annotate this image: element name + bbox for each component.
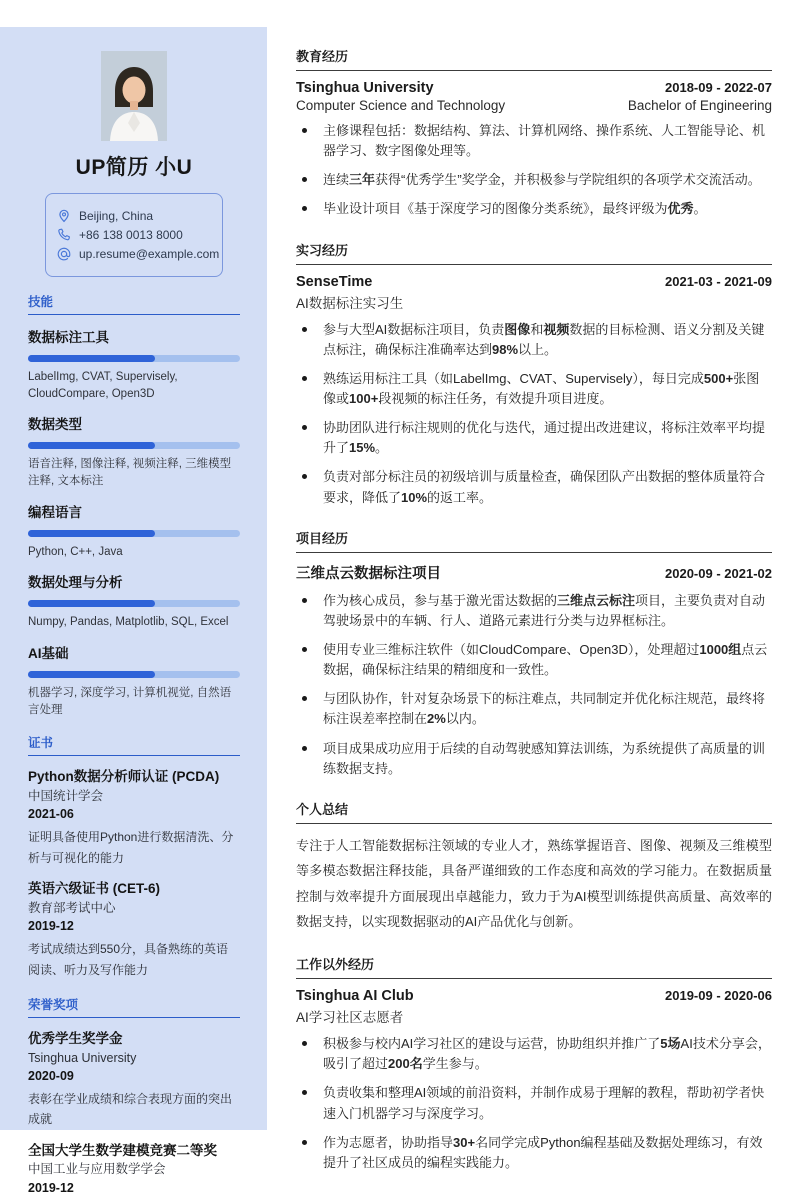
honor-issuer: 中国工业与应用数学学会	[28, 1162, 166, 1177]
skill-label: 数据处理与分析	[28, 575, 123, 591]
main-content	[296, 30, 772, 1182]
certificate-date: 2019-12	[28, 919, 74, 933]
skill-progress-fill	[28, 355, 155, 362]
bullet-item: 负责收集和整理AI领域的前沿资料，并制作成易于理解的教程，帮助初学者快速入门机器学习与深度学习。	[296, 1083, 772, 1123]
extracurricular-entry-sub	[296, 1006, 772, 1026]
skill-item	[28, 501, 240, 561]
certificate-issuer: 教育部考试中心	[28, 900, 116, 915]
skill-progress-fill	[28, 530, 155, 537]
bullet-item: 积极参与校内AI学习社区的建设与运营，协助组织并推广了5场AI技术分享会，吸引了超过200名学生参与。	[296, 1034, 772, 1074]
honors-section-header: 荣誉奖项	[28, 995, 240, 1018]
honor-date: 2019-12	[28, 1180, 74, 1195]
certificate-title: Python数据分析师认证 (PCDA)	[28, 769, 220, 785]
skill-progress-fill	[28, 442, 155, 449]
skill-progress-track	[28, 671, 240, 678]
project-title: 三维点云数据标注项目	[296, 565, 441, 582]
skill-progress-track	[28, 600, 240, 607]
skill-progress-fill	[28, 671, 155, 678]
bullet-item: 参与大型AI数据标注项目，负责图像和视频数据的目标检测、语义分割及关键点标注，确保标注准确率达到98%以上。	[296, 320, 772, 360]
extracurricular-header: 工作以外经历	[296, 954, 772, 979]
profile-photo-image	[101, 51, 167, 141]
bullet-item: 协助团队进行标注规则的优化与迭代，通过提出改进建议，将标注效率平均提升了15%。	[296, 418, 772, 458]
certificate-description: 证明具备使用Python进行数据清洗、分析与可视化的能力	[28, 830, 234, 865]
honor-title: 优秀学生奖学金	[28, 1031, 123, 1047]
certificate-date: 2021-06	[28, 807, 74, 822]
education-major: Computer Science and Technology	[296, 98, 506, 113]
section-summary	[296, 799, 772, 934]
education-header: 教育经历	[296, 46, 772, 71]
skill-detail: 机器学习, 深度学习, 计算机视觉, 自然语言处理	[28, 687, 232, 716]
internship-dates: 2021-03 - 2021-09	[665, 273, 772, 289]
education-school: Tsinghua University	[296, 80, 434, 96]
section-education	[296, 46, 772, 220]
extracurricular-dates: 2019-09 - 2020-06	[665, 988, 772, 1004]
email-text: up.resume@example.com	[79, 247, 220, 261]
certificate-item	[28, 768, 240, 868]
bullet-item: 项目成果成功应用于后续的自动驾驶感知算法训练，为系统提供了高质量的训练数据支持。	[296, 739, 772, 779]
location-text: Beijing, China	[79, 209, 154, 223]
education-bullets	[296, 121, 772, 220]
education-entry-head	[296, 80, 772, 96]
internship-role: AI数据标注实习生	[296, 295, 404, 311]
summary-header: 个人总结	[296, 799, 772, 824]
certificates-section-header: 证书	[28, 733, 240, 756]
skill-item	[28, 413, 240, 489]
project-header: 项目经历	[296, 528, 772, 553]
contact-card	[45, 193, 223, 277]
skill-label: 编程语言	[28, 504, 82, 520]
honor-date: 2020-09	[28, 1068, 74, 1083]
certificate-title: 英语六级证书 (CET-6)	[28, 881, 161, 897]
internship-bullets	[296, 320, 772, 508]
bullet-item: 连续三年获得“优秀学生”奖学金，并积极参与学院组织的各项学术交流活动。	[296, 170, 772, 190]
bullet-item: 作为志愿者，协助指导30+名同学完成Python编程基础及数据处理练习，有效提升了社区成员的编程实践能力。	[296, 1133, 772, 1173]
skills-section-header: 技能	[28, 292, 240, 315]
profile-photo	[101, 51, 167, 141]
internship-header: 实习经历	[296, 240, 772, 265]
bullet-item: 负责对部分标注员的初级培训与质量检查，确保团队产出数据的整体质量符合要求，降低了10%的返工率。	[296, 467, 772, 507]
bullet-item: 毕业设计项目《基于深度学习的图像分类系统》，最终评级为优秀。	[296, 199, 772, 219]
skill-detail: Python, C++, Java	[28, 545, 123, 558]
honor-item	[28, 1030, 240, 1130]
honor-title: 全国大学生数学建模竞赛二等奖	[28, 1142, 217, 1158]
skill-detail: LabelImg, CVAT, Supervisely, CloudCompare, Open3D	[28, 371, 178, 400]
contact-location	[57, 209, 211, 223]
candidate-name: UP简历 小U	[75, 156, 193, 179]
skill-detail: 语音注释, 图像注释, 视频注释, 三维模型注释, 文本标注	[28, 458, 232, 488]
skill-label: 数据类型	[28, 417, 82, 433]
bullet-item: 作为核心成员，参与基于激光雷达数据的三维点云标注项目，主要负责对自动驾驶场景中的车辆、行人、道路元素进行分类与边界框标注。	[296, 591, 772, 631]
education-entry-sub	[296, 98, 772, 113]
project-bullets	[296, 591, 772, 779]
skill-item	[28, 642, 240, 718]
skill-progress-track	[28, 442, 240, 449]
project-entry-head	[296, 562, 772, 583]
section-extracurricular	[296, 954, 772, 1173]
project-dates: 2020-09 - 2021-02	[665, 565, 772, 581]
certificate-item	[28, 880, 240, 980]
contact-phone	[57, 228, 211, 242]
skill-progress-fill	[28, 600, 155, 607]
skill-progress-track	[28, 355, 240, 362]
internship-entry-sub	[296, 292, 772, 312]
extracurricular-entry-head	[296, 988, 772, 1004]
honor-issuer: Tsinghua University	[28, 1050, 137, 1065]
section-project	[296, 528, 772, 779]
extracurricular-bullets	[296, 1034, 772, 1173]
bullet-item: 使用专业三维标注软件（如CloudCompare、Open3D），处理超过1000组点云数据，确保标注结果的精细度和一致性。	[296, 640, 772, 680]
location-pin-icon	[57, 209, 71, 223]
sidebar	[0, 27, 267, 1195]
phone-text: +86 138 0013 8000	[79, 228, 183, 242]
bullet-item: 熟练运用标注工具（如LabelImg、CVAT、Supervisely），每日完成500+张图像或100+段视频的标注任务，有效提升项目进度。	[296, 369, 772, 409]
contact-email	[57, 247, 220, 261]
honor-item	[28, 1142, 240, 1196]
skill-label: 数据标注工具	[28, 330, 109, 345]
section-internship	[296, 240, 772, 508]
extracurricular-role: AI学习社区志愿者	[296, 1010, 404, 1026]
extracurricular-org: Tsinghua AI Club	[296, 988, 414, 1005]
internship-company: SenseTime	[296, 273, 373, 290]
skill-detail: Numpy, Pandas, Matplotlib, SQL, Excel	[28, 616, 229, 629]
skill-progress-track	[28, 530, 240, 537]
summary-text: 专注于人工智能数据标注领域的专业人才，熟练掌握语音、图像、视频及三维模型等多模态数据注释技能，具备严谨细致的工作态度和高效的学习能力。在数据质量控制与效率提升方面展现出卓越能力，致力于为AI模型训练提供高质量、高效率的数据支持，以实现数据驱动的AI产品优化与创新。	[296, 837, 772, 929]
certificate-issuer: 中国统计学会	[28, 788, 104, 803]
skill-item	[28, 326, 240, 402]
education-dates: 2018-09 - 2022-07	[665, 80, 772, 95]
education-degree: Bachelor of Engineering	[627, 98, 772, 113]
bullet-item: 主修课程包括：数据结构、算法、计算机网络、操作系统、人工智能导论、机器学习、数字图像处理等。	[296, 121, 772, 161]
bullet-item: 与团队协作，针对复杂场景下的标注难点，共同制定并优化标注规范，最终将标注误差率控制在2%以内。	[296, 689, 772, 729]
certificate-description: 考试成绩达到550分，具备熟练的英语阅读、听力及写作能力	[28, 942, 229, 977]
phone-icon	[57, 228, 71, 242]
skill-label: AI基础	[28, 646, 69, 662]
honor-description: 表彰在学业成绩和综合表现方面的突出成就	[28, 1092, 233, 1127]
email-at-icon	[57, 247, 71, 261]
skill-item	[28, 571, 240, 631]
internship-entry-head	[296, 274, 772, 290]
